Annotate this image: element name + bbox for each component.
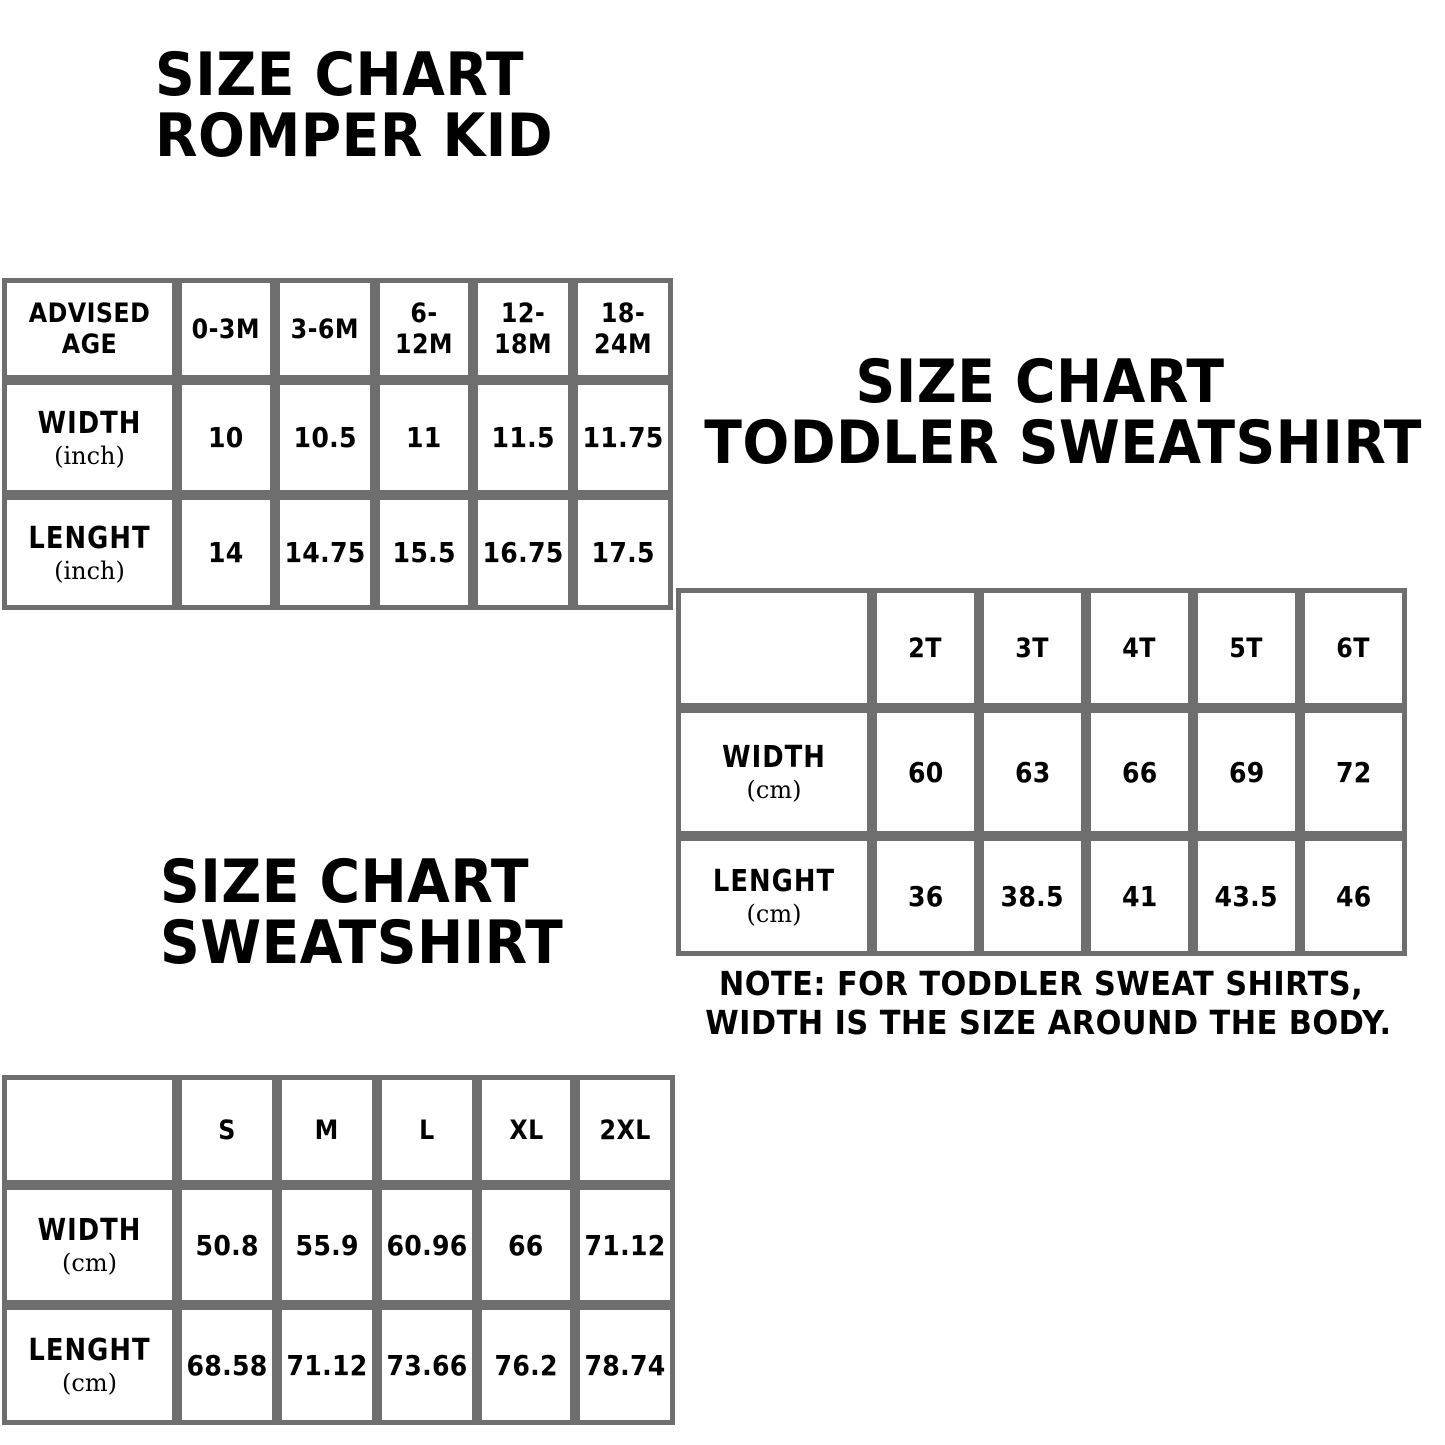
table-row — [2, 380, 673, 495]
romper-width-1: 10.5 — [275, 380, 375, 495]
table-row — [2, 495, 673, 610]
romper-col-header-5: 18-24M — [573, 278, 673, 380]
sweatshirt-width-4: 71.12 — [575, 1185, 675, 1305]
toddler-length-1: 38.5 — [979, 836, 1086, 956]
toddler-length-3: 43.5 — [1193, 836, 1300, 956]
sweatshirt-row-label-width: WIDTH (cm) — [2, 1185, 177, 1305]
toddler-col-header-0 — [676, 588, 872, 708]
toddler-sweatshirt-table-wrap — [676, 588, 1407, 956]
toddler-col-header-1: 2T — [872, 588, 979, 708]
note-line-1: NOTE: FOR TODDLER SWEAT SHIRTS, — [718, 964, 1364, 1003]
romper-col-header-0: ADVISED AGE — [2, 278, 177, 380]
romper-length-1: 14.75 — [275, 495, 375, 610]
toddler-col-header-4: 5T — [1193, 588, 1300, 708]
romper-length-2: 15.5 — [375, 495, 473, 610]
toddler-row-label-width: WIDTH (cm) — [676, 708, 872, 836]
romper-width-4: 11.75 — [573, 380, 673, 495]
table-row — [2, 278, 673, 380]
sweatshirt-col-header-2: M — [277, 1075, 377, 1185]
toddler-col-header-3: 4T — [1086, 588, 1193, 708]
toddler-width-1: 63 — [979, 708, 1086, 836]
toddler-length-0: 36 — [872, 836, 979, 956]
sweatshirt-title — [160, 847, 598, 979]
toddler-row-label-length: LENGHT (cm) — [676, 836, 872, 956]
toddler-length-2: 41 — [1086, 836, 1193, 956]
sweatshirt-col-header-5: 2XL — [575, 1075, 675, 1185]
table-row — [676, 588, 1407, 708]
romper-row-label-length: LENGHT (inch) — [2, 495, 177, 610]
sweatshirt-length-0: 68.58 — [177, 1305, 277, 1425]
toddler-title-line-1: SIZE CHART — [855, 347, 1225, 417]
toddler-sweatshirt-title — [675, 347, 1422, 479]
sweatshirt-length-4: 78.74 — [575, 1305, 675, 1425]
romper-kid-title-line-2: ROMPER KID — [155, 101, 553, 172]
sweatshirt-width-3: 66 — [477, 1185, 575, 1305]
sweatshirt-length-1: 71.12 — [277, 1305, 377, 1425]
table-row — [676, 708, 1407, 836]
sweatshirt-width-2: 60.96 — [377, 1185, 477, 1305]
table-row — [2, 1305, 675, 1425]
romper-kid-title-line-1: SIZE CHART — [155, 40, 524, 110]
romper-length-0: 14 — [177, 495, 275, 610]
toddler-col-header-5: 6T — [1300, 588, 1407, 708]
toddler-width-3: 69 — [1193, 708, 1300, 836]
romper-col-header-4: 12-18M — [473, 278, 573, 380]
romper-kid-table — [2, 278, 673, 610]
sweatshirt-col-header-1: S — [177, 1075, 277, 1185]
table-row — [676, 836, 1407, 956]
romper-width-2: 11 — [375, 380, 473, 495]
sweatshirt-table — [2, 1075, 675, 1425]
toddler-width-0: 60 — [872, 708, 979, 836]
sweatshirt-col-header-0 — [2, 1075, 177, 1185]
sweatshirt-table-wrap — [2, 1075, 675, 1425]
sweatshirt-col-header-3: L — [377, 1075, 477, 1185]
romper-length-4: 17.5 — [573, 495, 673, 610]
sweatshirt-col-header-4: XL — [477, 1075, 575, 1185]
romper-kid-title — [155, 40, 588, 172]
toddler-title-line-2: TODDLER SWEATSHIRT — [704, 408, 1422, 479]
romper-row-label-width: WIDTH (inch) — [2, 380, 177, 495]
sweatshirt-length-3: 76.2 — [477, 1305, 575, 1425]
sweatshirt-width-0: 50.8 — [177, 1185, 277, 1305]
romper-col-header-2: 3-6M — [275, 278, 375, 380]
table-row — [2, 1185, 675, 1305]
toddler-col-header-2: 3T — [979, 588, 1086, 708]
sweatshirt-row-label-length: LENGHT (cm) — [2, 1305, 177, 1425]
romper-width-0: 10 — [177, 380, 275, 495]
romper-width-3: 11.5 — [473, 380, 573, 495]
sweatshirt-title-line-2: SWEATSHIRT — [160, 908, 564, 979]
romper-kid-table-wrap — [2, 278, 673, 610]
toddler-sweatshirt-table — [676, 588, 1407, 956]
romper-col-header-1: 0-3M — [177, 278, 275, 380]
toddler-length-4: 46 — [1300, 836, 1407, 956]
toddler-width-4: 72 — [1300, 708, 1407, 836]
romper-length-3: 16.75 — [473, 495, 573, 610]
toddler-sweatshirt-note — [676, 965, 1406, 1043]
table-row — [2, 1075, 675, 1185]
toddler-width-2: 66 — [1086, 708, 1193, 836]
sweatshirt-width-1: 55.9 — [277, 1185, 377, 1305]
sweatshirt-title-line-1: SIZE CHART — [160, 847, 529, 917]
romper-col-header-3: 6-12M — [375, 278, 473, 380]
sweatshirt-length-2: 73.66 — [377, 1305, 477, 1425]
note-line-2: WIDTH IS THE SIZE AROUND THE BODY. — [705, 1002, 1392, 1042]
